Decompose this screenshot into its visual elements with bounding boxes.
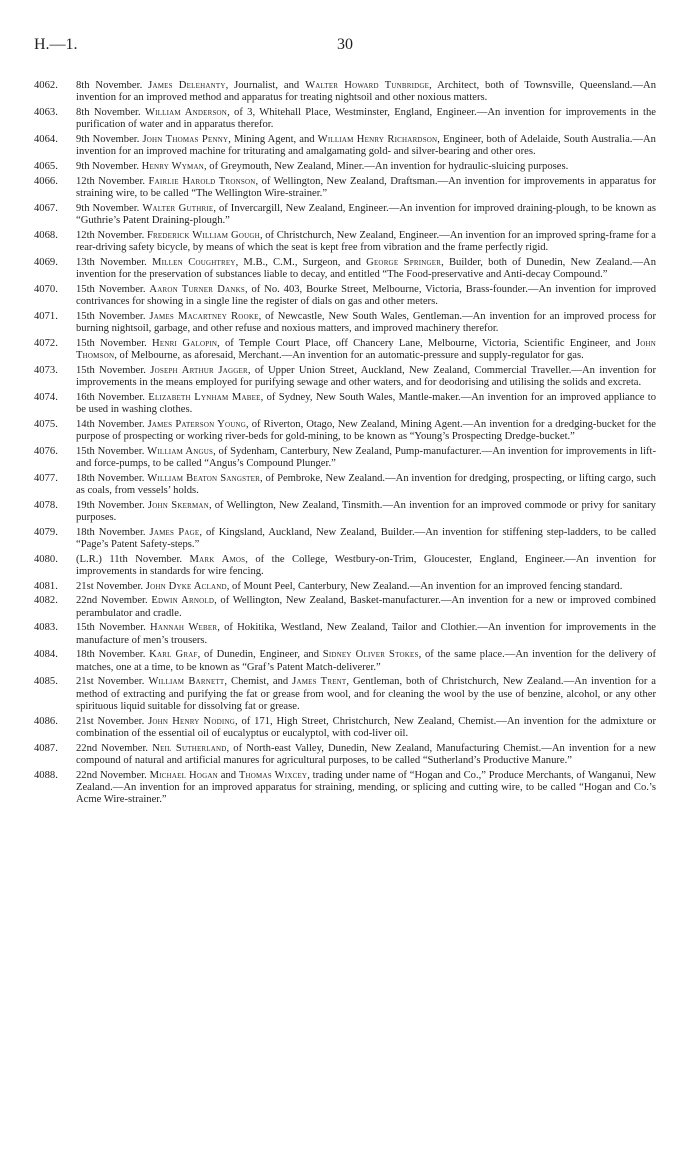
entry-number: 4071. bbox=[34, 310, 58, 322]
applicant-name: James Page bbox=[149, 526, 200, 538]
entry-date: 12th November. bbox=[76, 175, 146, 187]
patent-entry bbox=[34, 622, 656, 647]
applicant-name: Aaron Turner Danks bbox=[149, 283, 245, 295]
patent-entry bbox=[34, 176, 656, 201]
entry-number: 4062. bbox=[34, 80, 58, 91]
applicant-name: James Macartney Rooke bbox=[149, 310, 259, 322]
patent-entries-list bbox=[34, 80, 656, 809]
applicant-name: Joseph Arthur Jagger bbox=[150, 364, 248, 376]
applicant-name: Edwin Arnold bbox=[151, 595, 215, 607]
applicant-name: Hannah Weber bbox=[150, 622, 218, 634]
entry-body bbox=[76, 743, 656, 768]
entry-date: 9th November. bbox=[76, 134, 140, 145]
patent-entry bbox=[34, 554, 656, 579]
patent-entry bbox=[34, 284, 656, 309]
applicant-name: Henri Galopin bbox=[152, 337, 218, 349]
entry-body bbox=[76, 176, 656, 201]
entry-date: 15th November. bbox=[76, 310, 146, 322]
applicant-name: Henry Wyman bbox=[141, 161, 204, 172]
entry-text: , trading under name of “Hogan and Co.,” Produce Merchants, of Wanganui, New Zealand.—An invention for an improved apparatus for straining, mending, or splicing and cutting wire, to be called “Hogan and Co.’s Acme Wire-strainer.” bbox=[76, 769, 656, 806]
entry-date: 21st November. bbox=[76, 676, 145, 688]
entry-number: 4079. bbox=[34, 526, 58, 538]
applicant-name: William Beaton Sangster bbox=[147, 472, 260, 484]
entry-date: 15th November. bbox=[76, 283, 146, 295]
applicant-name: William Angus bbox=[147, 445, 214, 457]
patent-entry bbox=[34, 473, 656, 498]
applicant-name: James Delehanty bbox=[148, 80, 226, 91]
entry-number: 4083. bbox=[34, 622, 58, 634]
applicant-name: Elizabeth Lynham Mabee bbox=[148, 391, 261, 403]
entry-text: , Engineer, both of Adelaide, South Australia.—An invention for an improved machine for triturating and amalgamating gold- and silver-bearing and other ores. bbox=[76, 134, 656, 158]
entry-text: , Chemist, and bbox=[224, 676, 293, 688]
applicant-name: James Trent bbox=[292, 676, 347, 688]
patent-entry bbox=[34, 161, 656, 173]
entry-text: , of Greymouth, New Zealand, Miner.—An invention for hydraulic-sluicing purposes. bbox=[204, 161, 569, 172]
entry-body bbox=[76, 80, 656, 105]
entry-number: 4078. bbox=[34, 499, 58, 511]
applicant-name: John Thomas Penny bbox=[142, 134, 229, 145]
entry-date: 9th November. bbox=[76, 202, 140, 214]
entry-text: , of the College, Westbury-on-Trim, Gloucester, England, Engineer.—An invention for improvements in standards for wire fencing. bbox=[76, 553, 656, 577]
applicant-name: William Anderson bbox=[144, 107, 228, 118]
entry-body bbox=[76, 716, 656, 741]
applicant-name: Mark Amos bbox=[189, 553, 246, 565]
patent-entry bbox=[34, 257, 656, 282]
patent-entry bbox=[34, 770, 656, 807]
entry-date: 22nd November. bbox=[76, 595, 148, 607]
entry-text: , of Wellington, New Zealand, Draftsman.—An invention for improvements in apparatus for straining wire, to be called “The Wellington Wire-strainer.” bbox=[76, 175, 656, 199]
entry-body bbox=[76, 649, 656, 674]
entry-date: 21st November. bbox=[76, 580, 144, 592]
entry-body bbox=[76, 365, 656, 390]
page-number: 30 bbox=[337, 36, 353, 53]
entry-date: 19th November. bbox=[76, 499, 145, 511]
entry-number: 4064. bbox=[34, 134, 58, 145]
entry-number: 4075. bbox=[34, 418, 58, 430]
entry-text: , M.B., C.M., Surgeon, and bbox=[235, 256, 367, 268]
entry-body bbox=[76, 311, 656, 336]
patent-entry bbox=[34, 392, 656, 417]
entry-number: 4087. bbox=[34, 742, 58, 754]
patent-entry bbox=[34, 581, 656, 593]
entry-date: 22nd November. bbox=[76, 769, 147, 781]
patent-entry bbox=[34, 676, 656, 713]
entry-number: 4065. bbox=[34, 161, 58, 172]
entry-text: , of 3, Whitehall Place, Westminster, England, Engineer.—An invention for improvements in the purification of water and in apparatus therefor. bbox=[76, 107, 656, 131]
entry-text: , of Invercargill, New Zealand, Engineer.—An invention for improved draining-plough, to be known as “Guthrie’s Patent Draining-plough.” bbox=[76, 202, 657, 226]
entry-date: 18th November. bbox=[76, 526, 146, 538]
patent-entry bbox=[34, 649, 656, 674]
entry-text: , of Sydenham, Canterbury, New Zealand, Pump-manufacturer.—An invention for improvements in lift- and force-pumps, to be called “Angus’s Compound Plunger.” bbox=[76, 445, 656, 469]
patent-entry bbox=[34, 338, 656, 363]
entry-body bbox=[76, 257, 656, 282]
entry-body bbox=[76, 500, 656, 525]
entry-number: 4073. bbox=[34, 364, 58, 376]
entry-text: , of Wellington, New Zealand, Tinsmith.—An invention for an improved commode or privy for sanitary purposes. bbox=[76, 499, 656, 523]
entry-body bbox=[76, 161, 656, 173]
patent-entry bbox=[34, 311, 656, 336]
entry-body bbox=[76, 446, 656, 471]
applicant-name: Fairlie Harold Tronson bbox=[148, 175, 256, 187]
entry-date: 14th November. bbox=[76, 418, 145, 430]
patent-entry bbox=[34, 134, 656, 159]
entry-body bbox=[76, 770, 656, 807]
patent-entry bbox=[34, 446, 656, 471]
applicant-name: Karl Graf bbox=[149, 649, 198, 661]
entry-body bbox=[76, 676, 656, 713]
applicant-name: John Henry Noding bbox=[148, 715, 235, 727]
entry-text: , of Hokitika, Westland, New Zealand, Tailor and Clothier.—An invention for improvements in the manufacture of men’s trousers. bbox=[76, 622, 657, 646]
patent-entry bbox=[34, 419, 656, 444]
entry-text: , of North-east Valley, Dunedin, New Zealand, Manufacturing Chemist.—An invention for a new compound of natural and artificial manures for agricultural purposes, to be called “Sutherland’s Productive Manure.” bbox=[76, 742, 656, 766]
entry-text: , Gentleman, both of Christchurch, New Zealand.—An invention for a method of extracting and purifying the fat or grease from wool, and for cleaning the wool by the use of benzine, alcohol, or any other spirituous liquid suitable for dissolving fat or grease. bbox=[76, 676, 656, 712]
entry-number: 4086. bbox=[34, 715, 58, 727]
entry-number: 4080. bbox=[34, 553, 58, 565]
applicant-name: Michael Hogan bbox=[149, 769, 218, 781]
applicant-name: Neil Sutherland bbox=[152, 742, 227, 754]
entry-number: 4076. bbox=[34, 445, 58, 457]
entry-text: , of Mount Peel, Canterbury, New Zealand.—An invention for an improved fencing standard. bbox=[226, 580, 623, 592]
patent-entry bbox=[34, 80, 656, 105]
entry-number: 4084. bbox=[34, 649, 58, 661]
entry-text: , of the same place.—An invention for the delivery of matches, one at a time, to be known as “Graf’s Patent Match-deliverer.” bbox=[76, 649, 656, 673]
entry-date: 15th November. bbox=[76, 622, 146, 634]
entry-number: 4088. bbox=[34, 769, 58, 781]
entry-text: , of Pembroke, New Zealand.—An invention for dredging, prospecting, or lifting cargo, such as coals, from vessels’ holds. bbox=[76, 472, 656, 496]
entry-date: 18th November. bbox=[76, 472, 145, 484]
page-header bbox=[34, 36, 656, 58]
entry-date: (L.R.) 11th November. bbox=[76, 553, 183, 565]
entry-text: , of Temple Court Place, off Chancery Lane, Melbourne, Victoria, Scientific Engineer, and bbox=[217, 337, 636, 349]
entry-date: 9th November. bbox=[76, 161, 139, 172]
entry-body bbox=[76, 134, 656, 159]
applicant-name: Walter Howard Tunbridge bbox=[305, 80, 430, 91]
applicant-name: John Thomson bbox=[76, 337, 656, 361]
entry-text: , of Riverton, Otago, New Zealand, Mining Agent.—An invention for a dredging-bucket for the purpose of prospecting or working river-beds for gold-mining, to be known as “Young’s Prospecting Dredge-bucket.” bbox=[76, 418, 656, 442]
patent-entry bbox=[34, 500, 656, 525]
entry-number: 4067. bbox=[34, 202, 58, 214]
patent-entry bbox=[34, 230, 656, 255]
patent-entry bbox=[34, 107, 656, 132]
entry-text: , of Kingsland, Auckland, New Zealand, Builder.—An invention for stiffening step-ladders, to be called “Page’s Patent Safety-steps.” bbox=[76, 526, 657, 550]
entry-date: 15th November. bbox=[76, 445, 145, 457]
applicant-name: William Henry Richardson bbox=[317, 134, 438, 145]
entry-number: 4063. bbox=[34, 107, 58, 118]
entry-text: , of Sydney, New South Wales, Mantle-maker.—An invention for an improved appliance to be used in washing clothes. bbox=[76, 391, 656, 415]
entry-number: 4069. bbox=[34, 256, 58, 268]
entry-text: , of Dunedin, Engineer, and bbox=[197, 649, 323, 661]
entry-number: 4072. bbox=[34, 337, 58, 349]
entry-number: 4085. bbox=[34, 676, 58, 688]
patent-entry bbox=[34, 527, 656, 552]
applicant-name: Thomas Wixcey bbox=[238, 769, 308, 781]
applicant-name: Sidney Oliver Stokes bbox=[322, 649, 419, 661]
applicant-name: George Springer bbox=[366, 256, 442, 268]
entry-text: , Mining Agent, and bbox=[228, 134, 318, 145]
entry-text: , of Christchurch, New Zealand, Engineer.—An invention for an improved spring-frame for a rear-driving safety bicycle, by means of which the seat is kept free from vibration and the frame perfectly rigid. bbox=[76, 229, 657, 253]
applicant-name: Walter Guthrie bbox=[142, 202, 214, 214]
entry-body bbox=[76, 554, 656, 579]
entry-date: 15th November. bbox=[76, 337, 147, 349]
entry-date: 8th November. bbox=[76, 107, 141, 118]
entry-number: 4077. bbox=[34, 472, 58, 484]
entry-text: , of 171, High Street, Christchurch, New Zealand, Chemist.—An invention for the admixture or combination of the essential oil of eucalyptus or eucalyptol, with cod-liver oil. bbox=[76, 715, 656, 739]
entry-number: 4070. bbox=[34, 283, 58, 295]
entry-date: 15th November. bbox=[76, 364, 146, 376]
entry-body bbox=[76, 230, 656, 255]
entry-body bbox=[76, 581, 656, 593]
entry-body bbox=[76, 338, 656, 363]
entry-number: 4081. bbox=[34, 580, 58, 592]
entry-number: 4068. bbox=[34, 229, 58, 241]
entry-text: , of Newcastle, New South Wales, Gentleman.—An invention for an improved process for burning nightsoil, garbage, and other refuse and noxious matters, and improved machinery therefor. bbox=[76, 310, 656, 334]
entry-body bbox=[76, 622, 656, 647]
entry-body bbox=[76, 107, 656, 132]
entry-text: , of Upper Union Street, Auckland, New Zealand, Commercial Traveller.—An invention for improvements in the means employed for purifying sewage and other waters, and for deodorising and utilising the solids and excreta. bbox=[76, 364, 656, 388]
applicant-name: John Skerman bbox=[147, 499, 209, 511]
entry-text: and bbox=[217, 769, 239, 781]
entry-text: , of Melbourne, as aforesaid, Merchant.—An invention for an automatic-pressure and supply-regulator for gas. bbox=[114, 350, 584, 361]
patent-entry bbox=[34, 595, 656, 620]
entry-date: 18th November. bbox=[76, 649, 146, 661]
entry-body bbox=[76, 595, 656, 620]
entry-date: 22nd November. bbox=[76, 742, 149, 754]
patent-entry bbox=[34, 365, 656, 390]
entry-body bbox=[76, 419, 656, 444]
entry-number: 4066. bbox=[34, 175, 58, 187]
applicant-name: James Paterson Young bbox=[147, 418, 247, 430]
entry-number: 4074. bbox=[34, 391, 58, 403]
entry-date: 16th November. bbox=[76, 391, 145, 403]
entry-date: 21st November. bbox=[76, 715, 145, 727]
entry-text: , of Wellington, New Zealand, Basket-manufacturer.—An invention for a new or improved combined perambulator and cradle. bbox=[76, 595, 656, 619]
applicant-name: Millen Coughtrey bbox=[152, 256, 236, 268]
patent-entry bbox=[34, 743, 656, 768]
entry-text: , Journalist, and bbox=[225, 80, 306, 91]
applicant-name: Frederick William Gough bbox=[146, 229, 260, 241]
entry-body bbox=[76, 203, 656, 228]
applicant-name: John Dyke Acland bbox=[145, 580, 227, 592]
entry-text: , Architect, both of Townsville, Queensland.—An invention for an improved method and apparatus for treating nightsoil and other noxious matters. bbox=[76, 80, 656, 104]
entry-text: , of No. 403, Bourke Street, Melbourne, Victoria, Brass-founder.—An invention for improved contrivances for showing in a single line the register of dials on gas and other meters. bbox=[76, 283, 656, 307]
entry-body bbox=[76, 284, 656, 309]
entry-body bbox=[76, 527, 656, 552]
entry-date: 8th November. bbox=[76, 80, 143, 91]
entry-body bbox=[76, 392, 656, 417]
entry-number: 4082. bbox=[34, 595, 58, 607]
patent-entry bbox=[34, 716, 656, 741]
patent-entry bbox=[34, 203, 656, 228]
entry-text: , Builder, both of Dunedin, New Zealand.—An invention for the preservation of substances liable to decay, and entitled “The Food-preservative and Anti-decay Compound.” bbox=[76, 256, 656, 280]
applicant-name: William Barnett bbox=[148, 676, 225, 688]
document-reference: H.—1. bbox=[34, 36, 78, 53]
entry-body bbox=[76, 473, 656, 498]
entry-date: 12th November. bbox=[76, 229, 145, 241]
entry-date: 13th November. bbox=[76, 256, 147, 268]
